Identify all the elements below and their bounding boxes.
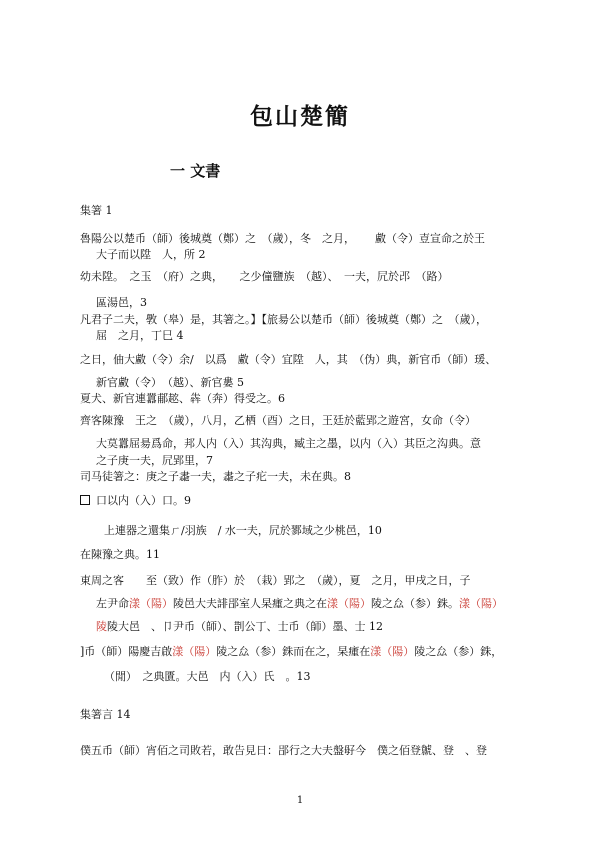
text-span: 陵之厽（参）銖，: [414, 645, 503, 658]
highlight-span: 漾（陽）: [459, 597, 503, 610]
text-line: [96, 620, 383, 634]
text-span: 陵之厽（参）銖。: [371, 597, 459, 610]
text-line: 東周之客 至（致）作（胙）於 （栽）郢之 （歲），夏 之月，甲戌之日，子: [80, 574, 471, 587]
text-span: 陵大邑 、卩尹币（師）、剒公丁、士币（師）墨、士 12: [107, 620, 383, 633]
text-line: [80, 494, 191, 508]
collection-heading: 集箸言 14: [80, 708, 131, 721]
text-line: 在陳豫之典。11: [80, 548, 160, 561]
text-line: （閒） 之典匱。大邑 内（入）氏 。13: [104, 670, 311, 683]
text-span: 陵之厽（参）銖而在之，杲瘇在: [216, 645, 371, 658]
highlight-span: 漾（陽）: [327, 597, 371, 610]
text-line: 區湯邑，3: [96, 296, 147, 309]
text-span: 陵邑大夫誹郘室人杲瘇之典之在: [173, 597, 327, 610]
text-span: 左尹命: [96, 597, 129, 610]
text-line: 幼未陞。 之玉 （府）之典， 之少僮鹽族 （越）、 一夫，凥於邔 （路）: [80, 270, 449, 283]
highlight-span: 漾（陽）: [129, 597, 173, 610]
text-line: 夏犬、新官連囂郙趑、犇（奔）得受之。6: [80, 392, 285, 405]
text-line: 大子而以陞 人，所 2: [96, 248, 206, 261]
text-line: 新官䱷（令） （越）、新官婁 5: [96, 376, 244, 389]
highlight-span: 陵: [96, 620, 107, 633]
text-line: 之日，伷大䱷（令）余/ 以爲 䱷（令）宜陞 人，其 （伪）典，新官币（師）瑗、: [80, 353, 497, 366]
text-line: [80, 645, 502, 659]
text-line: 僕五币（師）宵佰之司敗若，敢告見日：郘行之大夫盤㝀今 僕之佰登虩、登 、登: [80, 744, 487, 757]
text-line-content: 口以内（入）口。9: [96, 494, 191, 507]
text-line: 大莫囂屈昜爲命，邦人内（入）其沟典，臧主之墨，以内（入）其臣之沟典。意: [96, 437, 481, 450]
text-line: [96, 597, 503, 611]
section-heading: 一 文書: [170, 162, 221, 180]
text-line: 之子庚一夫，凥郢里，7: [96, 454, 213, 467]
text-line: 上連器之還集ㄏ/羽族 / 水一夫，凥於鄝域之少桃邑，10: [104, 524, 382, 537]
text-line: 司马徒箸之：庚之子䏋一夫，䏋之子疕一夫，未在典。8: [80, 470, 351, 483]
text-line: 凡君子二夫，斆（皋）是，其箸之。】【旅昜公以楚币（師）後城奠（鄭）之 （歲），: [80, 313, 487, 326]
page-number: 1: [296, 795, 304, 806]
text-line: 魯陽公以楚币（師）後城奠（鄭）之 （歲），冬 之月， 䱷（令）壴宣命之於王: [80, 232, 485, 245]
collection-heading: 集箸 1: [80, 204, 113, 217]
text-line: 屈 之月，丁巳 4: [96, 329, 184, 342]
text-line: 齊客陳豫 王之 （歲），八月，乙栖（酉）之日，王廷於藍郢之遊宮，女命（令）: [80, 414, 476, 427]
text-span: ]币（師）陽慶吉啟: [80, 645, 173, 658]
square-glyph: [80, 495, 90, 505]
highlight-span: 漾（陽）: [172, 645, 217, 658]
page-title: 包山楚簡: [250, 104, 350, 130]
highlight-span: 漾（陽）: [370, 645, 415, 658]
